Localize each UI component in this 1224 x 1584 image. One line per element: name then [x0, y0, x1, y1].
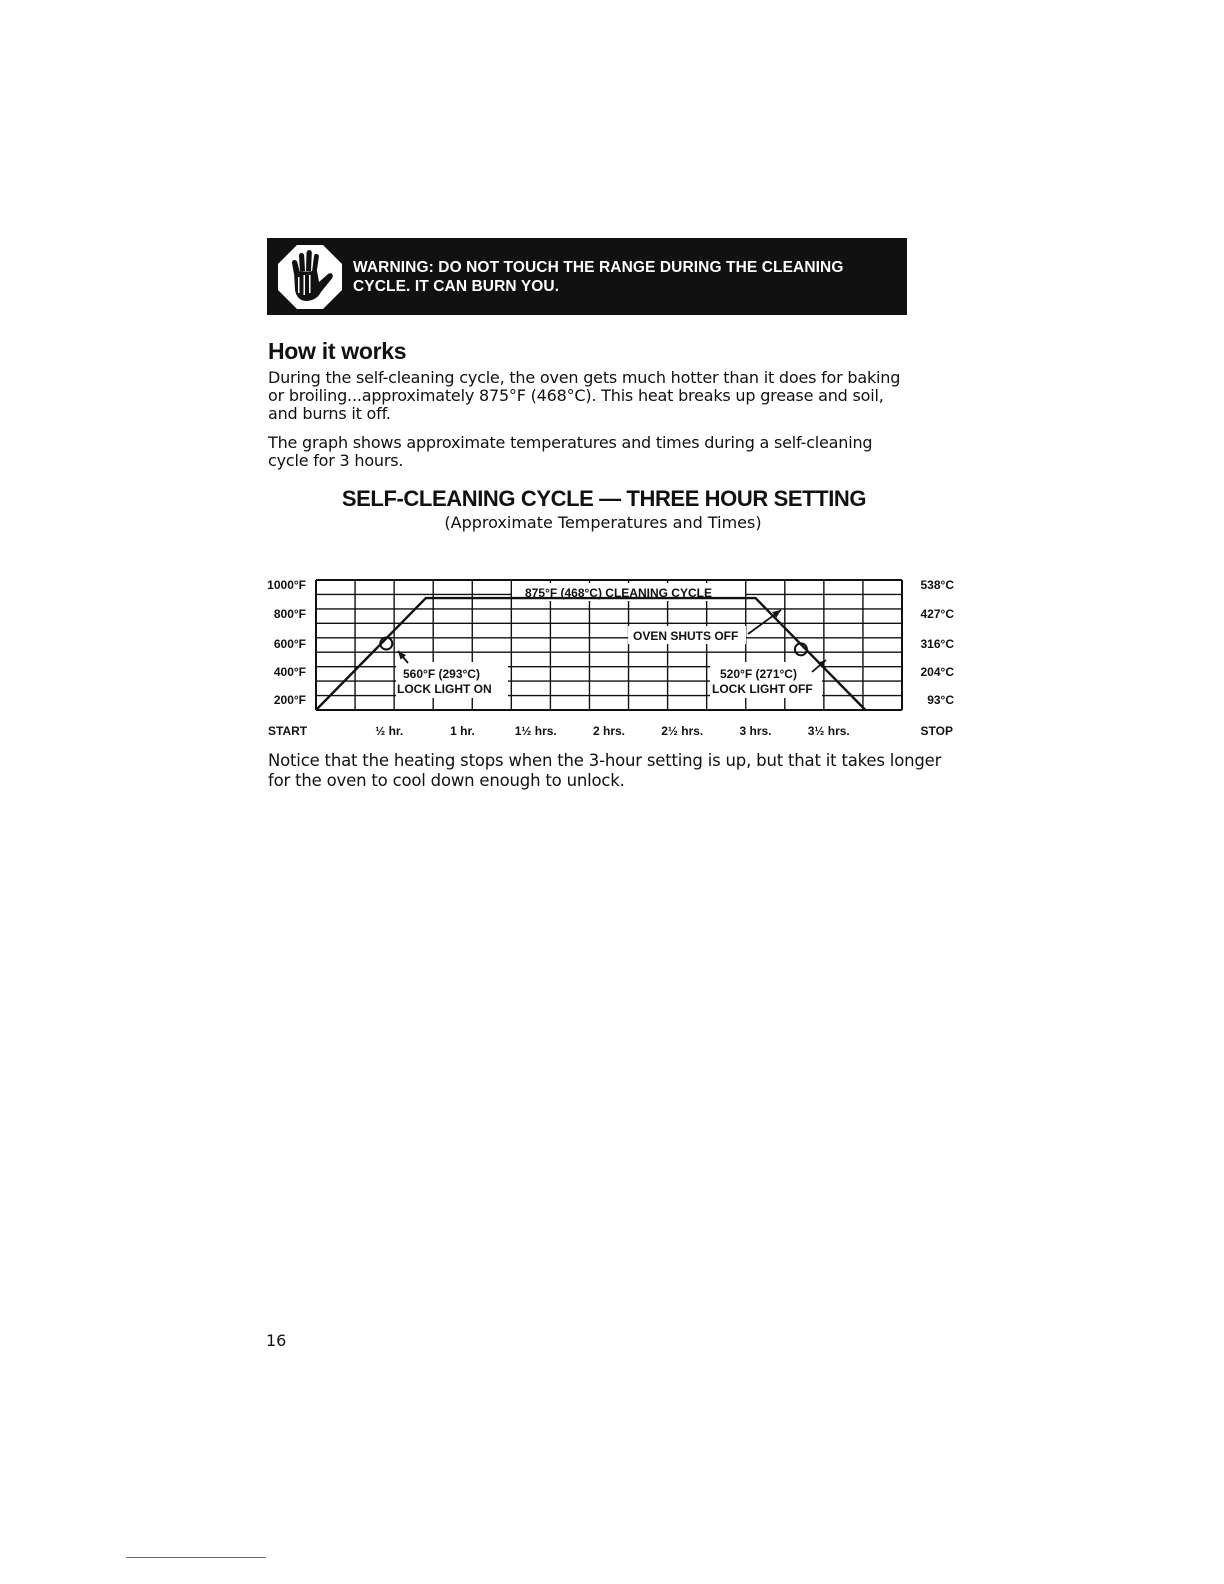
- y-tick-celsius: 538°C: [920, 578, 954, 592]
- annotation-shutoff: OVEN SHUTS OFF: [633, 629, 739, 643]
- y-tick-fahrenheit: 200°F: [273, 693, 306, 707]
- x-tick-label: 1½ hrs.: [514, 724, 557, 738]
- y-tick-fahrenheit: 400°F: [273, 665, 306, 679]
- page-number: 16: [266, 1331, 287, 1350]
- x-tick-label: 2 hrs.: [592, 724, 626, 738]
- graph-intro-line-1: The graph shows approximate temperatures and times during a self-cleaning: [268, 433, 873, 452]
- graph-intro-line-2: cycle for 3 hours.: [268, 451, 404, 470]
- section-heading: How it works: [268, 338, 407, 364]
- y-tick-fahrenheit: 1000°F: [267, 578, 306, 592]
- intro-line-2: or broiling...approximately 875°F (468°C). This heat breaks up grease and soil,: [268, 386, 884, 405]
- x-tick-label: 1 hr.: [450, 724, 475, 738]
- x-tick-label: 3 hrs.: [739, 724, 772, 738]
- annotation-lock-on: LOCK LIGHT ON: [397, 682, 492, 696]
- y-tick-celsius: 93°C: [927, 693, 954, 707]
- y-tick-fahrenheit: 600°F: [273, 637, 306, 651]
- intro-line-3: and burns it off.: [268, 404, 391, 423]
- y-tick-celsius: 427°C: [920, 607, 954, 621]
- y-tick-fahrenheit: 800°F: [273, 607, 306, 621]
- notice-line-2: for the oven to cool down enough to unlock.: [268, 771, 625, 790]
- annotation-lock-off: LOCK LIGHT OFF: [712, 682, 813, 696]
- x-tick-label: START: [268, 724, 308, 738]
- y-tick-celsius: 316°C: [920, 637, 954, 651]
- intro-line-1: During the self-cleaning cycle, the oven gets much hotter than it does for baking: [268, 368, 901, 387]
- notice-paragraph: [268, 751, 948, 791]
- x-tick-label: ½ hr.: [375, 724, 404, 738]
- chart-title-text: SELF-CLEANING CYCLE — THREE HOUR SETTING: [341, 486, 867, 511]
- x-tick-label: STOP: [920, 724, 953, 738]
- annotation-cycle: 875°F (468°C) CLEANING CYCLE: [525, 586, 712, 600]
- annotation-lock-off-temp: 520°F (271°C): [720, 667, 797, 681]
- chart-subtitle-text: (Approximate Temperatures and Times): [444, 513, 762, 532]
- notice-line-1: Notice that the heating stops when the 3-hour setting is up, but that it takes longer: [268, 751, 942, 770]
- x-tick-label: 2½ hrs.: [661, 724, 704, 738]
- warning-line-1: WARNING: DO NOT TOUCH THE RANGE DURING THE CLEANING: [353, 259, 844, 276]
- x-tick-label: 3½ hrs.: [807, 724, 850, 738]
- y-tick-celsius: 204°C: [920, 665, 954, 679]
- footnote-rule: [126, 1557, 266, 1558]
- annotation-lock-on-temp: 560°F (293°C): [403, 667, 480, 681]
- warning-line-2: CYCLE. IT CAN BURN YOU.: [353, 278, 560, 295]
